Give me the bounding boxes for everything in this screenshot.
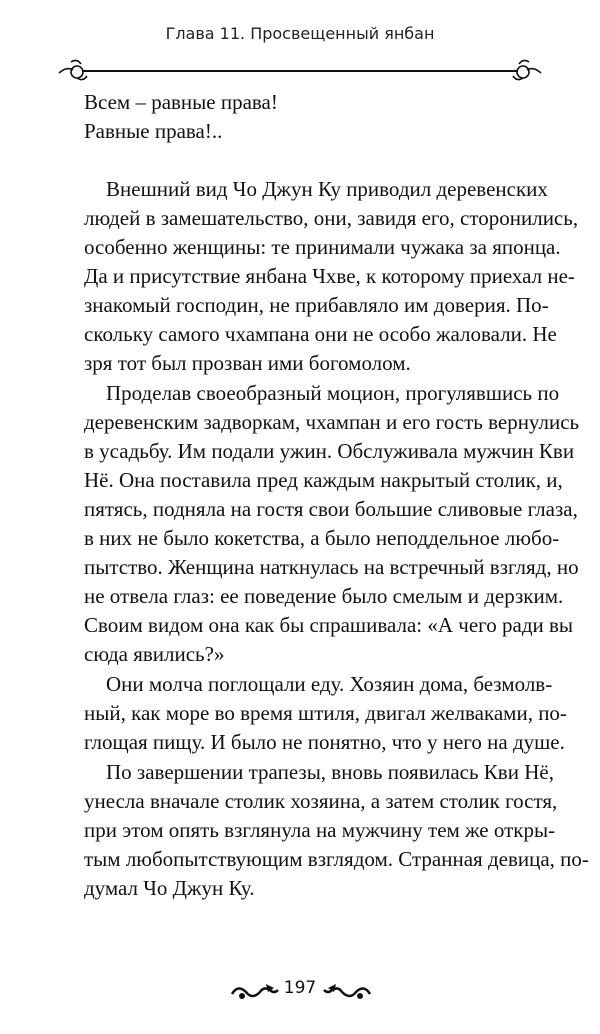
page-number: 197	[283, 978, 317, 998]
text-line: сюда явились?»	[84, 642, 225, 666]
text-line: зря тот был прозван ими богомолом.	[84, 351, 411, 375]
flourish-right-icon	[513, 60, 541, 79]
text-line: скольку самого чхампана они не особо жаловали. Не	[84, 322, 557, 346]
page-body	[84, 88, 589, 903]
text-line: Внешний вид Чо Джун Ку приводил деревенских	[106, 177, 548, 201]
verse-line: Равные права!..	[84, 119, 223, 143]
text-line: Да и присутствие янбана Чхве, к которому приехал не-	[84, 264, 575, 288]
text-line: Проделав своеобразный моцион, прогулявшись по	[106, 381, 560, 405]
text-line: тым любопытствующим взглядом. Странная девица, по-	[84, 847, 589, 871]
text-line: ный, как море во время штиля, двигал желваками, по-	[84, 701, 567, 725]
paragraph	[84, 758, 589, 903]
text-line: знакомый господин, не прибавляло им доверия. По-	[84, 293, 549, 317]
paragraph	[84, 379, 580, 669]
page-footer	[0, 978, 600, 1018]
text-line: глощая пищу. И было не понятно, что у него на душе.	[84, 730, 565, 754]
paragraph	[84, 670, 567, 757]
text-line: Нё. Она поставила пред каждым накрытый столик, и,	[84, 468, 563, 492]
text-line: Своим видом она как бы спрашивала: «А чего ради вы	[84, 613, 574, 637]
text-line: не отвела глаз: ее поведение было смелым и дерзким.	[84, 584, 564, 608]
paragraph	[84, 175, 579, 378]
text-line: пятясь, подняла на гостя свои большие сливовые глаза,	[84, 497, 578, 521]
text-line: при этом опять взглянула на мужчину тем же откры-	[84, 818, 556, 842]
text-line: деревенским задворкам, чхампан и его гость вернулись	[84, 410, 580, 434]
verse-line: Всем – равные права!	[84, 90, 278, 114]
text-line: По завершении трапезы, вновь появилась Кви Нё,	[106, 760, 554, 784]
flourish-left-icon	[59, 60, 87, 79]
text-line: в усадьбу. Им подали ужин. Обслуживала мужчин Кви	[84, 439, 575, 463]
text-line: людей в замешательство, они, завидя его, сторонились,	[84, 206, 579, 230]
running-header: Глава 11. Просвещенный янбан	[165, 24, 435, 43]
text-line: думал Чо Джун Ку.	[84, 876, 255, 900]
text-line: пытство. Женщина наткнулась на встречный взгляд, но	[84, 555, 579, 579]
ornamental-divider	[55, 56, 545, 86]
text-line: особенно женщины: те принимали чужака за японца.	[84, 235, 561, 259]
text-line: унесла вначале столик хозяина, а затем столик гостя,	[84, 789, 558, 813]
text-line: Они молча поглощали еду. Хозяин дома, безмолв-	[106, 672, 553, 696]
text-line: в них не было кокетства, а было неподдельное любо-	[84, 526, 560, 550]
flourish-right-icon	[322, 980, 372, 1004]
